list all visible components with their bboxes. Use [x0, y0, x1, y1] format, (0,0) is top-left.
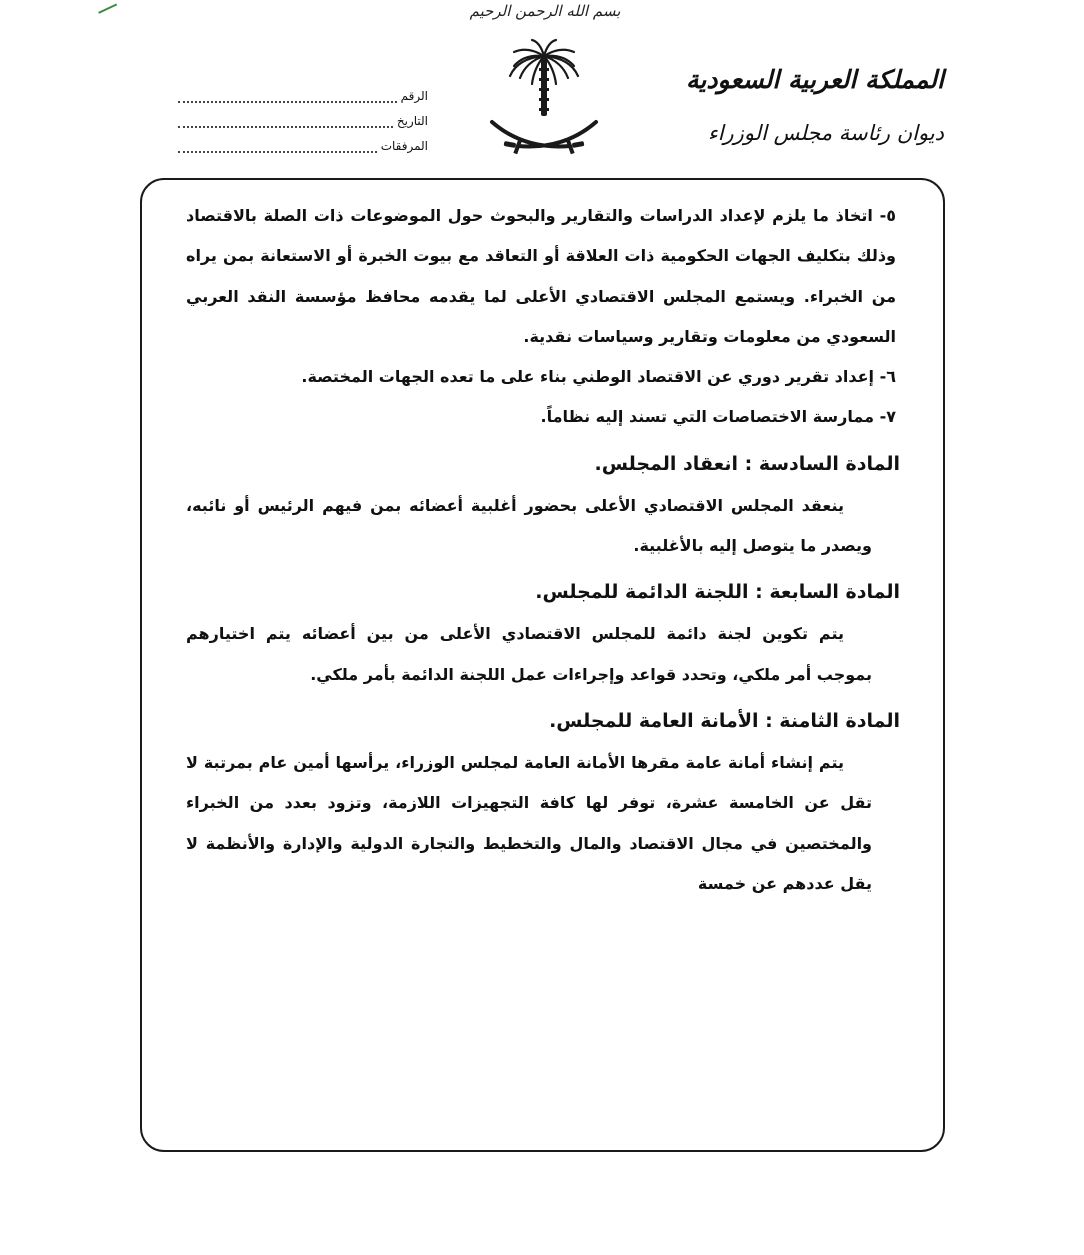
office-name: ديوان رئاسة مجلس الوزراء [707, 121, 944, 145]
item-6: ٦- إعداد تقرير دوري عن الاقتصاد الوطني بناء على ما تعده الجهات المختصة. [301, 367, 896, 387]
palm-and-crossed-swords-emblem-icon [484, 38, 604, 163]
item-5: ٥- اتخاذ ما يلزم لإعداد الدراسات والتقارير والبحوث حول الموضوعات ذات الصلة بالاقتصاد وذلك بتكليف الجهات الحكومية ذات العلاقة أو التعاقد مع بيوت الخبرة أو الاستعانة بمن يراه من الخبراء. ويستمع المجلس الاقتصادي الأعلى لما يقدمه محافظ مؤسسة النقد العربي السعودي من معلومات وتقارير وسياسات نقدية. [186, 206, 896, 346]
article-6-text: ينعقد المجلس الاقتصادي الأعلى بحضور أغلبية أعضائه بمن فيهم الرئيس أو نائبه، ويصدر ما يتوصل إليه بالأغلبية. [186, 495, 872, 556]
letterhead-title [685, 62, 944, 150]
reference-number-row [178, 78, 428, 103]
date-label: التاريخ [396, 114, 428, 128]
kingdom-name: المملكة العربية السعودية [685, 65, 944, 94]
attachments-line [178, 139, 377, 153]
article-8-text: يتم إنشاء أمانة عامة مقرها الأمانة العامة لمجلس الوزراء، يرأسها أمين عام بمرتبة لا تقل عن الخامسة عشرة، توفر لها كافة التجهيزات اللازمة، وتزود بعدد من الخبراء والمختصين في مجال الاقتصاد والمال والتخطيط والتجارة الدولية والإدارة والأنظمة لا يقل عددهم عن خمسة [186, 752, 872, 893]
reference-fields [178, 78, 428, 153]
date-line [178, 114, 393, 128]
attachments-label: المرفقات [380, 139, 428, 153]
date-row [178, 103, 428, 128]
article-6-heading: المادة السادسة : انعقاد المجلس. [594, 452, 900, 475]
article-8-heading: المادة الثامنة : الأمانة العامة للمجلس. [549, 709, 900, 732]
document-body [186, 196, 900, 904]
green-corner-mark [95, 0, 117, 14]
reference-number-line [178, 89, 397, 103]
reference-number-label: الرقم [400, 89, 428, 103]
article-7-heading: المادة السابعة : اللجنة الدائمة للمجلس. [535, 581, 900, 604]
item-7: ٧- ممارسة الاختصاصات التي تسند إليه نظاماً. [540, 407, 896, 427]
basmala: بسم الله الرحمن الرحيم [469, 2, 621, 20]
attachments-row [178, 128, 428, 153]
article-7-text: يتم تكوين لجنة دائمة للمجلس الاقتصادي الأعلى من بين أعضائه يتم اختيارهم بموجب أمر ملكي، وتحدد قواعد وإجراءات عمل اللجنة الدائمة بأمر ملكي. [186, 624, 872, 684]
